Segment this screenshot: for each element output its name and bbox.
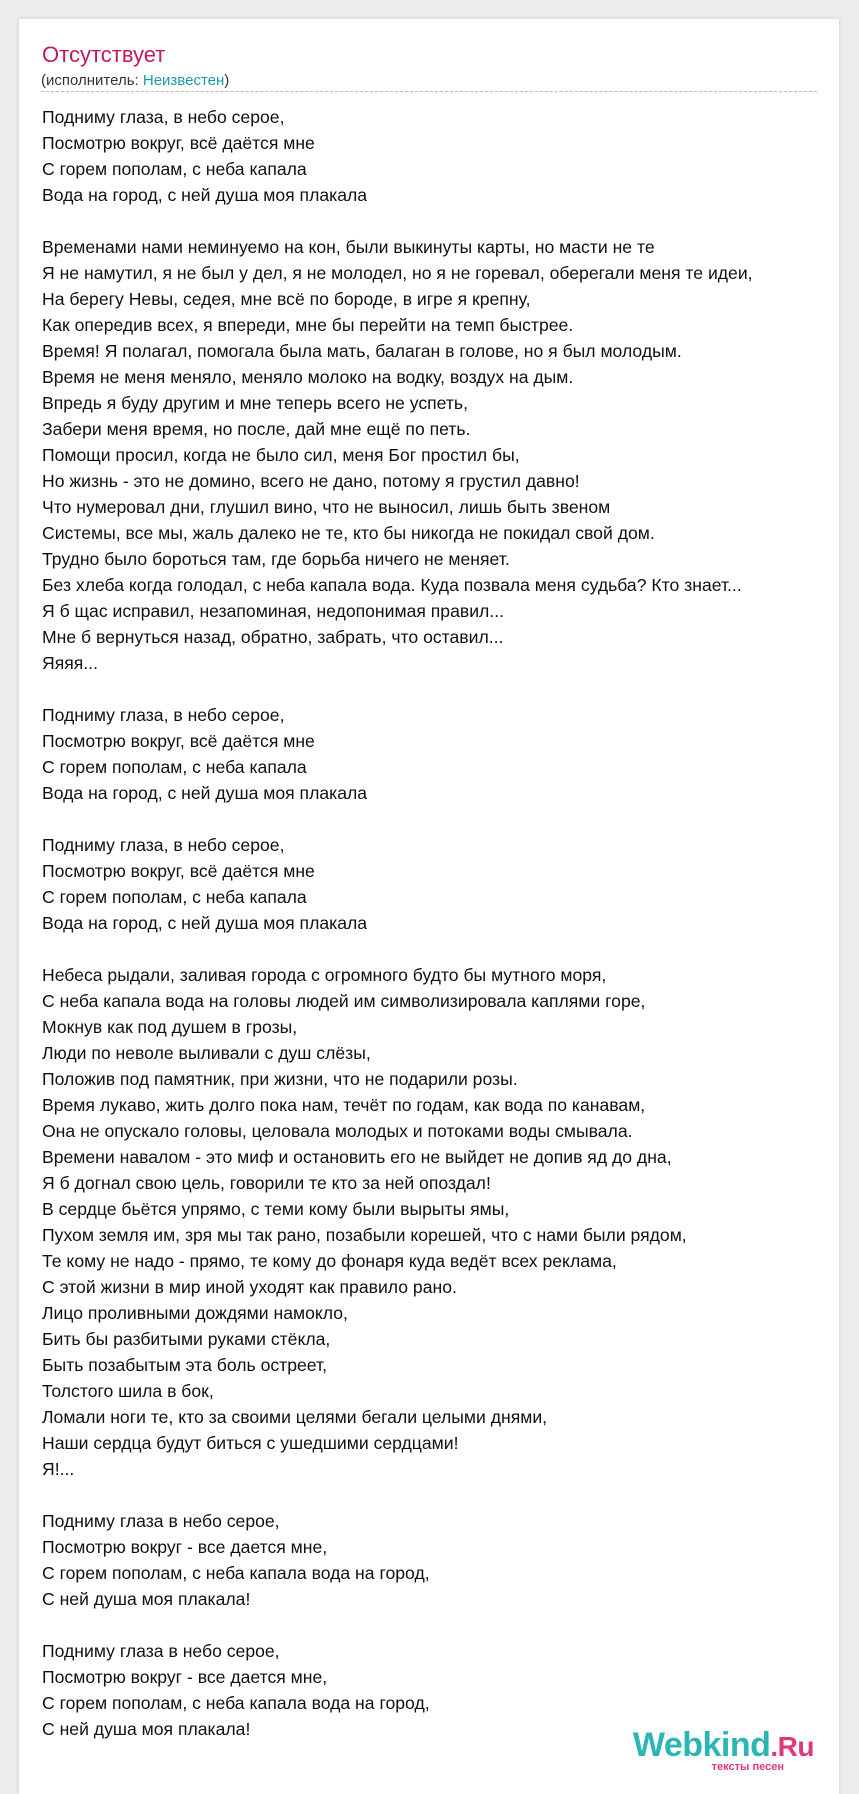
lyric-line: Трудно было бороться там, где борьба ничего не меняет. (42, 549, 510, 569)
artist-prefix: (исполнитель: (41, 72, 143, 89)
lyric-line: С горем пополам, с неба капала (42, 887, 307, 907)
lyric-line: Я б догнал свою цель, говорили те кто за ней опоздал! (42, 1173, 491, 1193)
lyrics-stanza (42, 1508, 839, 1612)
lyrics-card (19, 19, 839, 1794)
artist-suffix: ) (224, 72, 230, 89)
lyric-line: Она не опускало головы, целовала молодых и потоками воды смывала. (42, 1121, 633, 1141)
artist-line (41, 72, 229, 89)
lyric-line: Время лукаво, жить долго пока нам, течёт по годам, как вода по канавам, (42, 1095, 646, 1115)
lyric-line: Без хлеба когда голодал, с неба капала вода. Куда позвала меня судьба? Кто знает... (42, 575, 742, 595)
lyric-line: Вода на город, с ней душа моя плакала (42, 783, 368, 803)
lyric-line: Системы, все мы, жаль далеко не те, кто бы никогда не покидал свой дом. (42, 523, 655, 543)
lyric-line: Мне б вернуться назад, обратно, забрать, что оставил... (42, 627, 504, 647)
lyric-line: На берегу Невы, седея, мне всё по бороде, в игре я крепну, (42, 289, 531, 309)
lyrics-body (42, 104, 839, 1768)
lyric-line: Подниму глаза в небо серое, (42, 1511, 280, 1531)
lyric-line: Небеса рыдали, заливая города с огромного будто бы мутного моря, (42, 965, 607, 985)
lyric-line: С ней душа моя плакала! (42, 1719, 251, 1739)
lyric-line: Подниму глаза, в небо серое, (42, 835, 285, 855)
lyric-line: С этой жизни в мир иной уходят как правило рано. (42, 1277, 457, 1297)
lyric-line: Подниму глаза в небо серое, (42, 1641, 280, 1661)
lyric-line: Подниму глаза, в небо серое, (42, 107, 285, 127)
lyric-line: Бить бы разбитыми руками стёкла, (42, 1329, 331, 1349)
lyric-line: Посмотрю вокруг - все дается мне, (42, 1667, 328, 1687)
logo-main-text: Webkind (632, 1726, 771, 1764)
lyric-line: В сердце бьётся упрямо, с теми кому были вырыты ямы, (42, 1199, 510, 1219)
lyric-line: С горем пополам, с неба капала (42, 757, 307, 777)
lyrics-stanza (42, 962, 839, 1482)
lyric-line: Я не намутил, я не был у дел, я не молодел, но я не горевал, оберегали меня те идеи, (42, 263, 753, 283)
song-title: Отсутствует (42, 42, 166, 67)
lyric-line: Мокнув как под душем в грозы, (42, 1017, 298, 1037)
lyric-line: Те кому не надо - прямо, те кому до фонаря куда ведёт всех реклама, (42, 1251, 617, 1271)
lyric-line: С горем пополам, с неба капала (42, 159, 307, 179)
lyric-line: С неба капала вода на головы людей им символизировала каплями горе, (42, 991, 646, 1011)
logo-tld: .Ru (770, 1731, 814, 1762)
lyric-line: Как опередив всех, я впереди, мне бы перейти на темп быстрее. (42, 315, 574, 335)
lyric-line: С ней душа моя плакала! (42, 1589, 251, 1609)
lyric-line: С горем пополам, с неба капала вода на город, (42, 1563, 430, 1583)
lyric-line: Толстого шила в бок, (42, 1381, 214, 1401)
lyric-line: Яяяя... (42, 653, 98, 673)
lyric-line: Помощи просил, когда не было сил, меня Бог простил бы, (42, 445, 520, 465)
lyric-line: Лицо проливными дождями намокло, (42, 1303, 348, 1323)
lyric-line: С горем пополам, с неба капала вода на город, (42, 1693, 430, 1713)
lyrics-stanza (42, 702, 839, 806)
lyric-line: Люди по неволе выливали с душ слёзы, (42, 1043, 371, 1063)
lyrics-stanza (42, 832, 839, 936)
lyric-line: Времени навалом - это миф и остановить его не выйдет не допив яд до дна, (42, 1147, 672, 1167)
lyric-line: Быть позабытым эта боль остреет, (42, 1355, 328, 1375)
header-divider (41, 91, 817, 92)
lyric-line: Ломали ноги те, кто за своими целями бегали целыми днями, (42, 1407, 548, 1427)
lyric-line: Что нумеровал дни, глушил вино, что не выносил, лишь быть звеном (42, 497, 611, 517)
lyric-line: Посмотрю вокруг, всё даётся мне (42, 133, 315, 153)
logo-wordmark (633, 1727, 814, 1765)
lyrics-stanza (42, 234, 839, 676)
lyric-line: Положив под памятник, при жизни, что не подарили розы. (42, 1069, 518, 1089)
lyrics-stanza (42, 104, 839, 208)
lyric-line: Временами нами неминуемо на кон, были выкинуты карты, но масти не те (42, 237, 655, 257)
lyric-line: Вода на город, с ней душа моя плакала (42, 913, 368, 933)
lyric-line: Но жизнь - это не домино, всего не дано, потому я грустил давно! (42, 471, 580, 491)
artist-link[interactable]: Неизвестен (142, 72, 225, 89)
logo-tagline: тексты песен (711, 1761, 784, 1773)
lyric-line: Время! Я полагал, помогала была мать, балаган в голове, но я был молодым. (42, 341, 682, 361)
lyric-line: Наши сердца будут биться с ушедшими сердцами! (42, 1433, 459, 1453)
lyric-line: Я!... (42, 1459, 75, 1479)
lyric-line: Впредь я буду другим и мне теперь всего не успеть, (42, 393, 468, 413)
lyric-line: Посмотрю вокруг, всё даётся мне (42, 861, 315, 881)
lyric-line: Пухом земля им, зря мы так рано, позабыли корешей, что с нами были рядом, (42, 1225, 687, 1245)
lyric-line: Посмотрю вокруг - все дается мне, (42, 1537, 328, 1557)
lyric-line: Вода на город, с ней душа моя плакала (42, 185, 368, 205)
lyric-line: Время не меня меняло, меняло молоко на водку, воздух на дым. (42, 367, 574, 387)
lyric-line: Забери меня время, но после, дай мне ещё по петь. (42, 419, 471, 439)
lyric-line: Я б щас исправил, незапоминая, недопонимая правил... (42, 601, 504, 621)
site-logo[interactable] (632, 1726, 814, 1773)
lyric-line: Подниму глаза, в небо серое, (42, 705, 285, 725)
lyric-line: Посмотрю вокруг, всё даётся мне (42, 731, 315, 751)
